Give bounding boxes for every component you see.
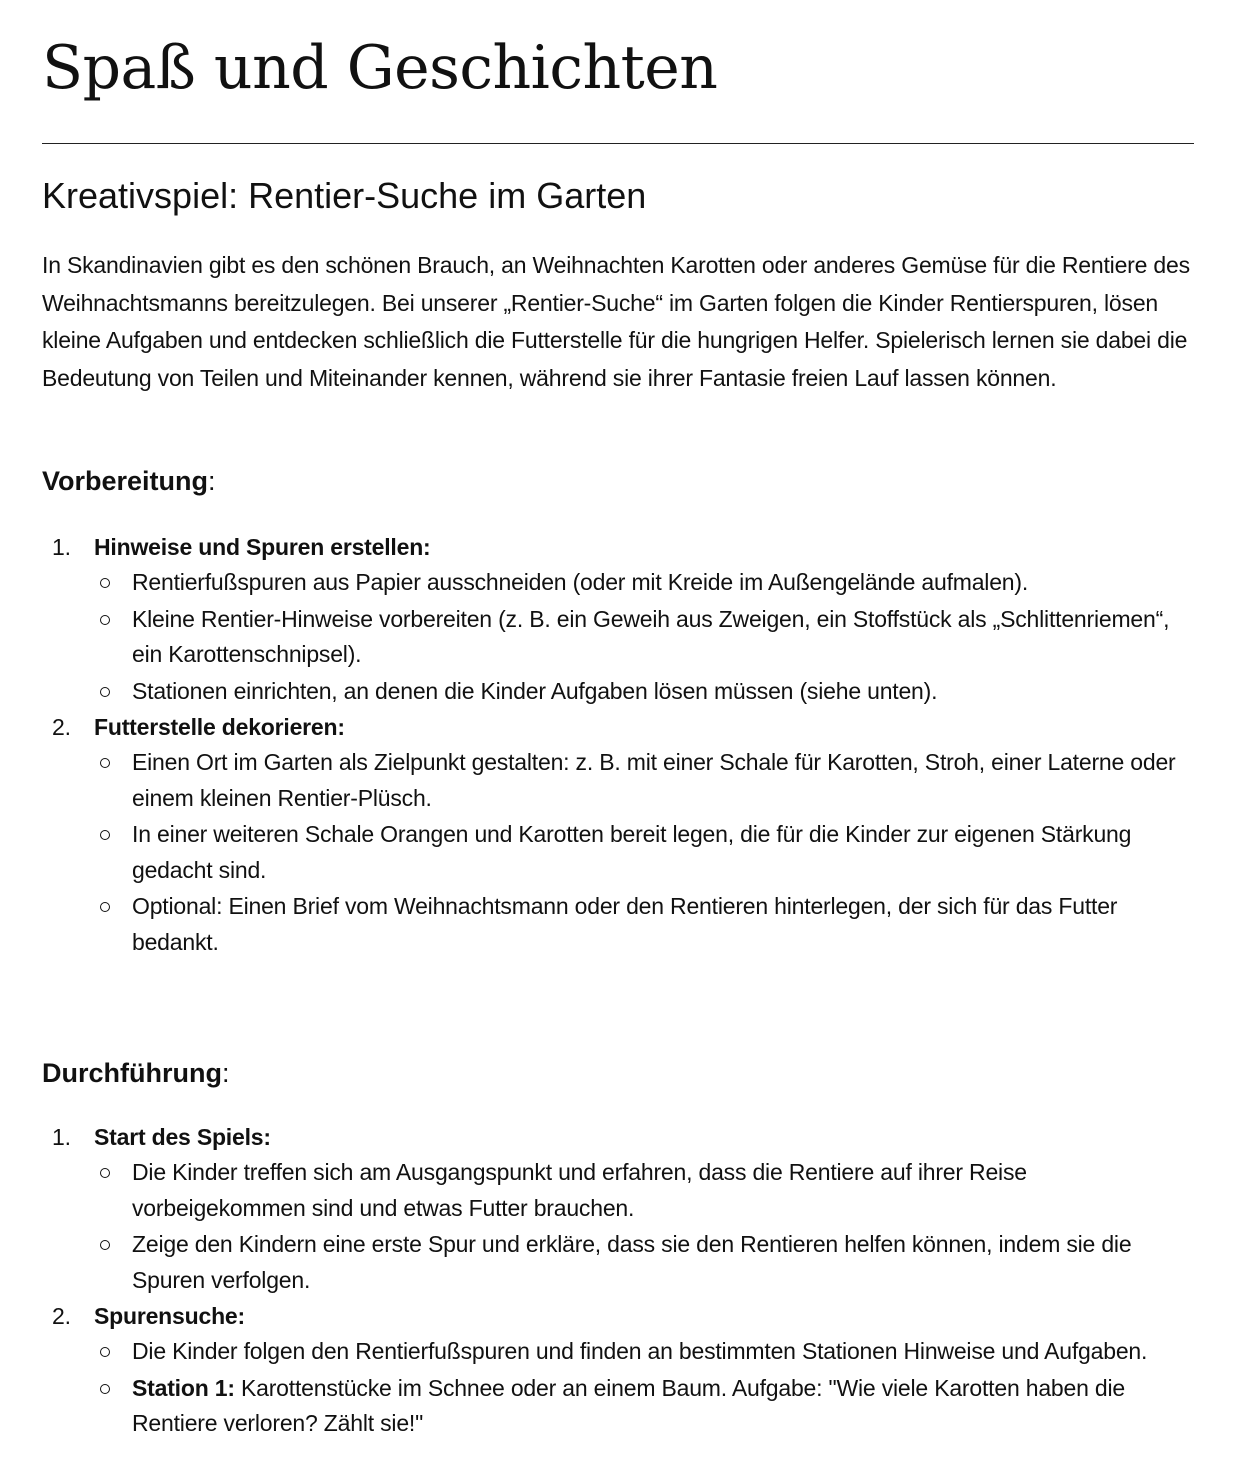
list-item: [42, 1334, 1194, 1371]
list-item: [42, 889, 1194, 961]
intro-paragraph: In Skandinavien gibt es den schönen Brauch, an Weihnachten Karotten oder anderes Gemüse für die Rentiere des Weihnachtsmanns bereitzulegen. Bei unserer „Rentier-Suche“ im Garten folgen die Kinder Rentierspuren, lösen kleine Aufgaben und entdecken schließlich die Futterstelle für die hungrigen Helfer. Spielerisch lernen sie dabei die Bedeutung von Teilen und Miteinander kennen, während sie ihrer Fantasie freien Lauf lassen können.: [42, 252, 1190, 391]
step-heading: [42, 710, 1194, 745]
bullet-text: In einer weiteren Schale Orangen und Karotten bereit legen, die für die Kinder zur eigenen Stärkung gedacht sind.: [132, 821, 1132, 883]
bullet-text: Die Kinder folgen den Rentierfußspuren und finden an bestimmten Stationen Hinweise und Aufgaben.: [132, 1338, 1148, 1364]
heading-vorbereitung: [42, 463, 216, 499]
bullet-text: Rentierfußspuren aus Papier ausschneiden (oder mit Kreide im Außengelände aufmalen).: [132, 569, 1029, 595]
hollow-bullet-icon: [100, 1168, 110, 1178]
bullet-list: [42, 565, 1194, 710]
bullet-text: Optional: Einen Brief vom Weihnachtsmann oder den Rentieren hinterlegen, der sich für das Futter bedankt.: [132, 893, 1118, 955]
hollow-bullet-icon: [100, 1347, 110, 1357]
bullet-text: Die Kinder treffen sich am Ausgangspunkt und erfahren, dass die Rentiere auf ihrer Reise vorbeigekommen sind und etwas Futter brauchen.: [132, 1159, 1027, 1221]
step-heading: [42, 530, 1194, 565]
list-item: [42, 1227, 1194, 1299]
hollow-bullet-icon: [100, 615, 110, 625]
hollow-bullet-icon: [100, 1240, 110, 1250]
hollow-bullet-icon: [100, 758, 110, 768]
list-item: [42, 745, 1194, 817]
step-item: [42, 710, 1194, 961]
list-durchfuehrung: [42, 1120, 1194, 1443]
heading-vorbereitung-text: Vorbereitung: [42, 466, 209, 496]
step-title: Spurensuche:: [94, 1303, 245, 1329]
step-item: [42, 530, 1194, 710]
step-number: 1.: [52, 1124, 71, 1150]
heading-vorbereitung-colon: :: [208, 466, 216, 496]
bullet-list: [42, 1334, 1194, 1443]
hollow-bullet-icon: [100, 902, 110, 912]
step-item: [42, 1299, 1194, 1443]
step-number: 2.: [52, 714, 71, 740]
list-item: [42, 1155, 1194, 1227]
horizontal-divider: [42, 143, 1194, 144]
bullet-lead: Station 1:: [132, 1374, 235, 1401]
hollow-bullet-icon: [100, 830, 110, 840]
bullet-text: Kleine Rentier-Hinweise vorbereiten (z. B. ein Geweih aus Zweigen, ein Stoffstück als „Schlittenriemen“, ein Karottenschnipsel).: [132, 605, 1170, 667]
hollow-bullet-icon: [100, 687, 110, 697]
heading-durchfuehrung-colon: :: [221, 1058, 230, 1088]
list-item: [42, 674, 1194, 711]
bullet-list: [42, 1155, 1194, 1299]
list-item: [42, 602, 1194, 674]
bullet-list: [42, 745, 1194, 961]
step-heading: [42, 1299, 1194, 1334]
bullet-text: Einen Ort im Garten als Zielpunkt gestalten: z. B. mit einer Schale für Karotten, Stroh, einer Laterne oder einem kleinen Rentier-Plüsch.: [132, 749, 1176, 811]
section-title: Kreativspiel: Rentier-Suche im Garten: [42, 175, 647, 216]
step-title: Futterstelle dekorieren:: [94, 714, 345, 740]
main-title: Spaß und Geschichten: [42, 33, 718, 103]
list-vorbereitung: [42, 530, 1194, 961]
step-title: Start des Spiels:: [94, 1124, 271, 1150]
list-item: [42, 565, 1194, 602]
step-number: 2.: [52, 1303, 71, 1329]
step-heading: [42, 1120, 1194, 1155]
heading-durchfuehrung-text: Durchführung: [42, 1058, 222, 1088]
list-item: [42, 817, 1194, 889]
heading-durchfuehrung: [42, 1055, 230, 1091]
step-title: Hinweise und Spuren erstellen:: [94, 534, 431, 560]
bullet-text: Karottenstücke im Schnee oder an einem Baum. Aufgabe: "Wie viele Karotten haben die Rentiere verloren? Zählt sie!": [132, 1374, 1125, 1436]
hollow-bullet-icon: [100, 578, 110, 588]
bullet-text: Stationen einrichten, an denen die Kinder Aufgaben lösen müssen (siehe unten).: [132, 677, 938, 704]
step-item: [42, 1120, 1194, 1299]
bullet-text: Zeige den Kindern eine erste Spur und erkläre, dass sie den Rentieren helfen können, indem sie die Spuren verfolgen.: [132, 1231, 1132, 1293]
list-item: [42, 1371, 1194, 1443]
hollow-bullet-icon: [100, 1384, 110, 1394]
step-number: 1.: [52, 534, 71, 560]
